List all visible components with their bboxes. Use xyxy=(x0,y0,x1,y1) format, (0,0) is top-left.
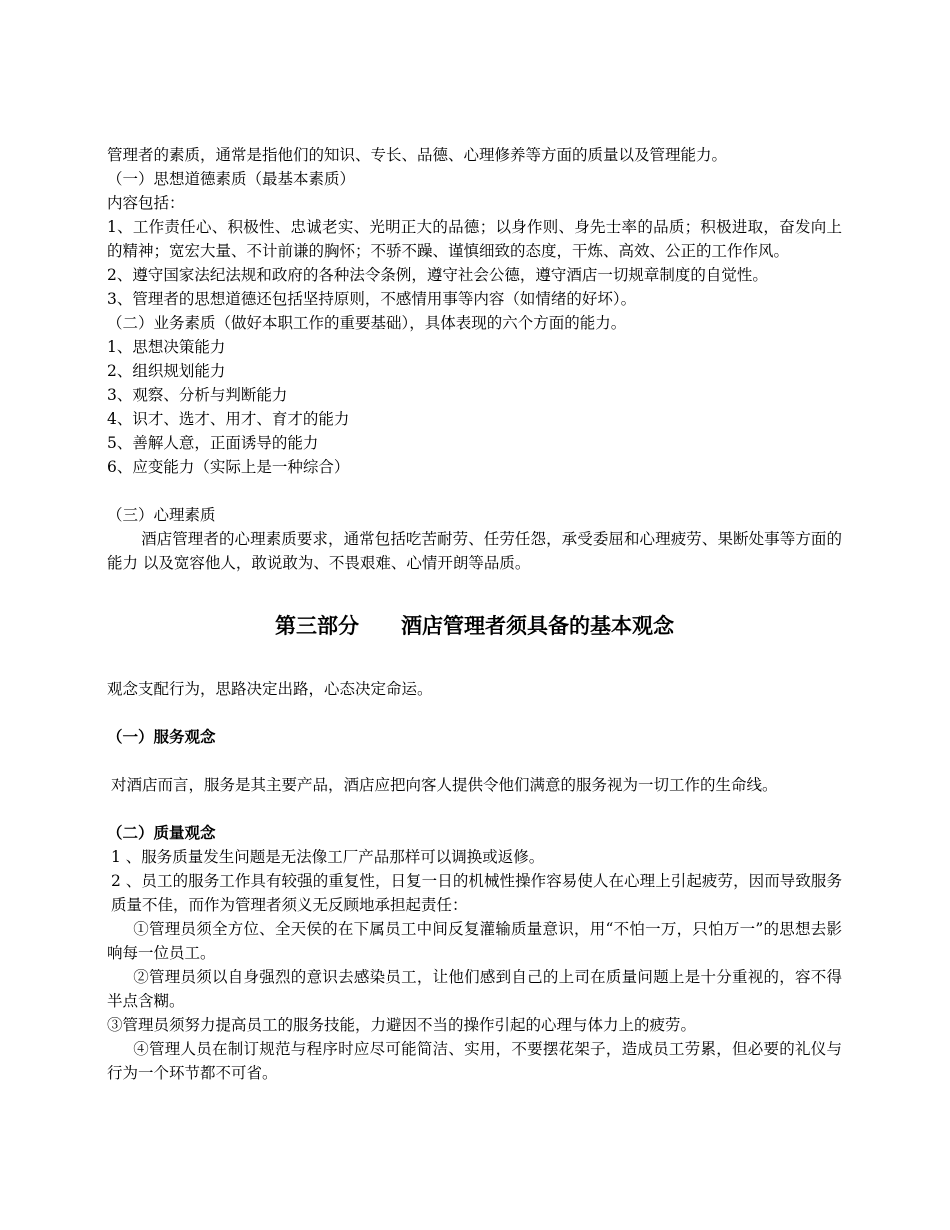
quality-point: ①管理员须全方位、全天侯的在下属员工中间反复灌输质量意识，用“不怕一万，只怕万一”的思想去影响每一位员工。 xyxy=(107,920,842,962)
quality-title: （二）质量观念 xyxy=(107,824,216,842)
quality-point: ④管理人员在制订规范与程序时应尽可能简洁、实用，不要摆花架子，造成员工劳累，但必要的礼仪与行为一个环节都不可省。 xyxy=(107,1040,842,1082)
psychology-body: 酒店管理者的心理素质要求，通常包括吃苦耐劳、任劳任怨，承受委屈和心理疲劳、果断处事等方面的能力 以及宽容他人，敢说敢为、不畏艰难、心情开朗等品质。 xyxy=(107,530,842,572)
quality-point: ③管理员须努力提高员工的服务技能，力避因不当的操作引起的心理与体力上的疲劳。 xyxy=(107,1016,697,1034)
moral-item-2: 2、遵守国家法纪法规和政府的各种法令条例，遵守社会公德，遵守酒店一切规章制度的自觉性。 xyxy=(107,266,768,284)
spacer xyxy=(107,749,842,773)
quality-point: ②管理员须以自身强烈的意识去感染员工，让他们感到自己的上司在质量问题上是十分重视的，容不得半点含糊。 xyxy=(107,968,842,1010)
moral-item-3: 3、管理者的思想道德还包括坚持原则，不感情用事等内容（如情绪的好坏）。 xyxy=(107,290,637,308)
part3-heading: 第三部分 酒店管理者须具备的基本观念 xyxy=(275,614,674,638)
service-body: 对酒店而言，服务是其主要产品，酒店应把向客人提供令他们满意的服务视为一切工作的生命线。 xyxy=(111,776,778,794)
ability-item: 4、识才、选才、用才、育才的能力 xyxy=(107,410,350,428)
spacer xyxy=(107,479,842,503)
ability-item: 2、组织规划能力 xyxy=(107,362,226,380)
section-title-business: （二）业务素质（做好本职工作的重要基础），具体表现的六个方面的能力。 xyxy=(107,314,627,332)
ability-item: 5、善解人意，正面诱导的能力 xyxy=(107,434,319,452)
spacer xyxy=(107,797,842,821)
intro-definition: 管理者的素质，通常是指他们的知识、专长、品德、心理修养等方面的质量以及管理能力。 xyxy=(107,146,728,164)
spacer xyxy=(107,641,842,677)
service-title: （一）服务观念 xyxy=(107,728,216,746)
section-title-moral: （一）思想道德素质（最基本素质） xyxy=(107,170,356,188)
content-label: 内容包括： xyxy=(107,194,185,212)
ability-item: 6、应变能力（实际上是一种综合） xyxy=(107,458,350,476)
quality-item-2: 2 、员工的服务工作具有较强的重复性，日复一日的机械性操作容易使人在心理上引起疲劳，因而导致服务质量不佳，而作为管理者须义无反顾地承担起责任： xyxy=(111,872,842,914)
moral-item-1: 1、工作责任心、积极性、忠诚老实、光明正大的品德；以身作则、身先士率的品质；积极进取，奋发向上的精神；宽宏大量、不计前谦的胸怀；不骄不躁、谨慎细致的态度，干炼、高效、公正的工作作风。 xyxy=(107,218,842,260)
spacer xyxy=(107,701,842,725)
ability-item: 3、观察、分析与判断能力 xyxy=(107,386,288,404)
quality-item-1: 1 、服务质量发生问题是无法像工厂产品那样可以调换或返修。 xyxy=(111,848,545,866)
section-title-psychology: （三）心理素质 xyxy=(107,506,216,524)
spacer xyxy=(107,575,842,611)
document-page xyxy=(107,143,842,1085)
ability-item: 1、思想决策能力 xyxy=(107,338,226,356)
motto: 观念支配行为，思路决定出路，心态决定命运。 xyxy=(107,680,433,698)
